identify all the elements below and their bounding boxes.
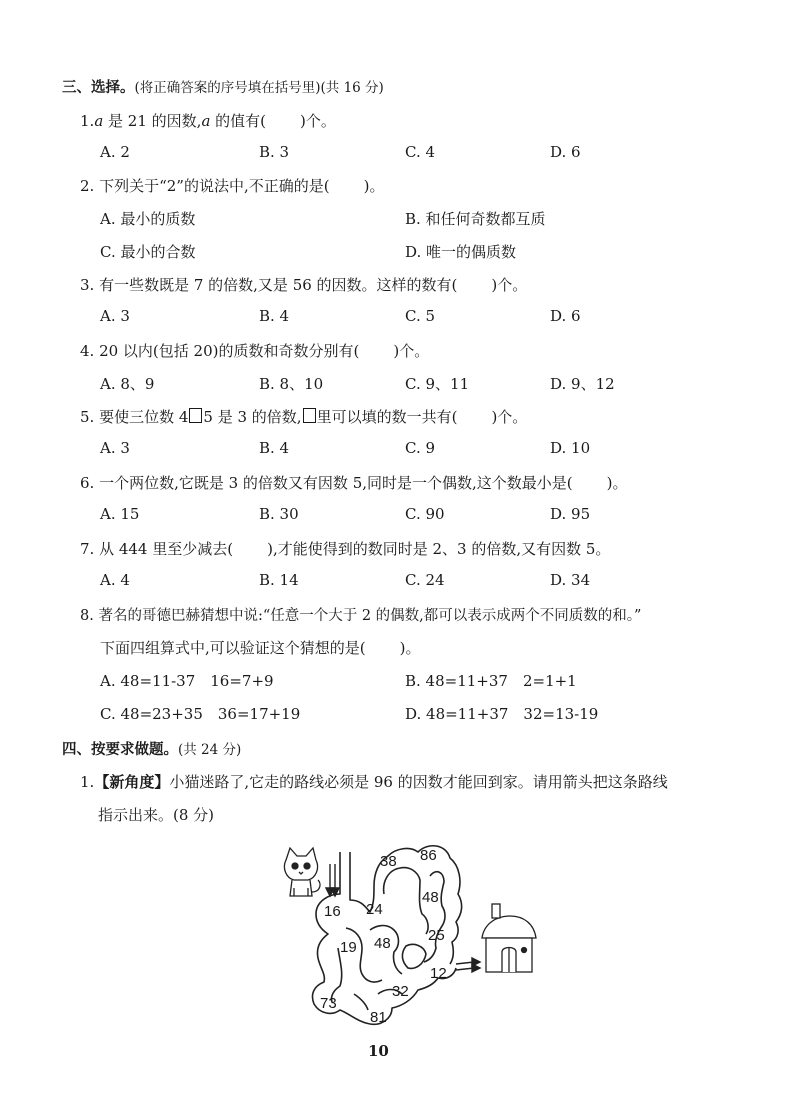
maze-number: 38 xyxy=(380,853,397,870)
q1-option-c[interactable]: C. 4 xyxy=(405,143,436,161)
q5-option-d[interactable]: D. 10 xyxy=(550,439,591,457)
maze-number: 12 xyxy=(430,965,447,982)
section-4-heading xyxy=(62,738,241,759)
question-4 xyxy=(80,340,429,361)
q8-option-c[interactable]: C. 48=23+35 36=17+19 xyxy=(100,705,301,723)
maze-number: 48 xyxy=(374,935,391,952)
q1-number: 1. xyxy=(80,112,95,130)
maze-number: 81 xyxy=(370,1009,387,1026)
section-3-heading xyxy=(62,76,384,97)
q3-option-d[interactable]: D. 6 xyxy=(550,307,581,325)
section-3-note: (将正确答案的序号填在括号里)(共 16 分) xyxy=(134,80,384,96)
section-4-note: (共 24 分) xyxy=(178,742,242,758)
maze-number: 48 xyxy=(422,889,439,906)
maze-number: 25 xyxy=(428,927,445,944)
new-angle-tag: 【新角度】 xyxy=(94,773,170,791)
question-8-stem-2 xyxy=(100,637,420,658)
q3-tail: )个。 xyxy=(491,276,528,294)
q2-option-d[interactable]: D. 唯一的偶质数 xyxy=(405,243,517,261)
task-1-line-2: 指示出来。(8 分) xyxy=(98,806,215,824)
q3-stem: 3. 有一些数既是 7 的倍数,又是 56 的因数。这样的数有( xyxy=(80,276,458,294)
question-6 xyxy=(80,472,628,493)
q2-option-b[interactable]: B. 和任何奇数都互质 xyxy=(405,210,546,228)
q5-stem-b: 5 是 3 的倍数, xyxy=(203,408,302,426)
q4-option-b[interactable]: B. 8、10 xyxy=(259,375,324,393)
q4-option-a[interactable]: A. 8、9 xyxy=(100,375,155,393)
task-1-number: 1. xyxy=(80,773,95,791)
q8-option-d[interactable]: D. 48=11+37 32=13-19 xyxy=(405,705,599,723)
q6-option-d[interactable]: D. 95 xyxy=(550,505,591,523)
q5-option-a[interactable]: A. 3 xyxy=(100,439,130,457)
q4-option-d[interactable]: D. 9、12 xyxy=(550,375,615,393)
q5-option-c[interactable]: C. 9 xyxy=(405,439,436,457)
q7-option-d[interactable]: D. 34 xyxy=(550,571,591,589)
maze-number: 24 xyxy=(366,901,383,918)
q3-option-b[interactable]: B. 4 xyxy=(259,307,290,325)
question-8-stem: 8. 著名的哥德巴赫猜想中说:“任意一个大于 2 的偶数,都可以表示成两个不同质数的和。” xyxy=(80,608,642,624)
q4-stem: 4. 20 以内(包括 20)的质数和奇数分别有( xyxy=(80,342,360,360)
q1-text-c: )个。 xyxy=(300,112,336,130)
q8-option-b[interactable]: B. 48=11+37 2=1+1 xyxy=(405,672,577,690)
q4-option-c[interactable]: C. 9、11 xyxy=(405,375,470,393)
q6-option-c[interactable]: C. 90 xyxy=(405,505,445,523)
q2-option-c[interactable]: C. 最小的合数 xyxy=(100,243,196,261)
q5-option-b[interactable]: B. 4 xyxy=(259,439,290,457)
question-7 xyxy=(80,538,610,559)
q8-stem2: 下面四组算式中,可以验证这个猜想的是( xyxy=(100,639,366,657)
q2-tail: )。 xyxy=(363,177,385,195)
q1-option-d[interactable]: D. 6 xyxy=(550,143,581,161)
question-5 xyxy=(80,406,527,427)
q5-stem-c: 里可以填的数一共有( xyxy=(316,408,458,426)
digit-box xyxy=(303,408,316,423)
q5-stem-a: 5. 要使三位数 4 xyxy=(80,408,189,426)
q3-option-c[interactable]: C. 5 xyxy=(405,307,436,325)
q1-var: a xyxy=(94,112,104,130)
q1-option-b[interactable]: B. 3 xyxy=(259,143,290,161)
q2-stem: 2. 下列关于“2”的说法中,不正确的是( xyxy=(80,177,330,195)
maze-number: 73 xyxy=(320,995,337,1012)
question-3 xyxy=(80,274,527,295)
q6-option-b[interactable]: B. 30 xyxy=(259,505,299,523)
maze-number: 32 xyxy=(392,983,409,1000)
q7-option-a[interactable]: A. 4 xyxy=(100,571,130,589)
digit-box xyxy=(189,408,202,423)
task-1-line-1 xyxy=(80,771,668,792)
maze-number: 19 xyxy=(340,939,357,956)
q7-option-c[interactable]: C. 24 xyxy=(405,571,445,589)
entry-arrows xyxy=(326,864,339,896)
q3-option-a[interactable]: A. 3 xyxy=(100,307,130,325)
question-1 xyxy=(80,110,336,131)
maze-number: 86 xyxy=(420,847,437,864)
maze-diagram xyxy=(270,838,540,1038)
q2-option-a[interactable]: A. 最小的质数 xyxy=(100,210,196,228)
q7-tail: ),才能使得到的数同时是 2、3 的倍数,又有因数 5。 xyxy=(267,540,611,558)
section-4-title: 四、按要求做题。 xyxy=(62,742,178,758)
task-1-text: 小猫迷路了,它走的路线必须是 96 的因数才能回到家。请用箭头把这条路线 xyxy=(169,773,668,791)
exit-arrows xyxy=(456,958,480,972)
maze-number: 16 xyxy=(324,903,341,920)
q7-stem: 7. 从 444 里至少减去( xyxy=(80,540,234,558)
q1-var2: a xyxy=(201,112,211,130)
section-3-title: 三、选择。 xyxy=(62,80,135,96)
q7-option-b[interactable]: B. 14 xyxy=(259,571,299,589)
q1-text-b: 的值有( xyxy=(210,112,267,130)
q8-option-a[interactable]: A. 48=11-37 16=7+9 xyxy=(100,672,274,690)
q6-option-a[interactable]: A. 15 xyxy=(100,505,140,523)
q6-stem: 6. 一个两位数,它既是 3 的倍数又有因数 5,同时是一个偶数,这个数最小是( xyxy=(80,474,573,492)
q1-text-a: 是 21 的因数, xyxy=(103,112,202,130)
q5-tail: )个。 xyxy=(491,408,528,426)
q8-tail: )。 xyxy=(399,639,421,657)
cat-icon xyxy=(284,848,320,896)
house-icon xyxy=(482,904,536,972)
question-2 xyxy=(80,175,384,196)
q1-option-a[interactable]: A. 2 xyxy=(100,143,130,161)
q4-tail: )个。 xyxy=(393,342,430,360)
page-number: 10 xyxy=(368,1042,389,1060)
q6-tail: )。 xyxy=(606,474,628,492)
